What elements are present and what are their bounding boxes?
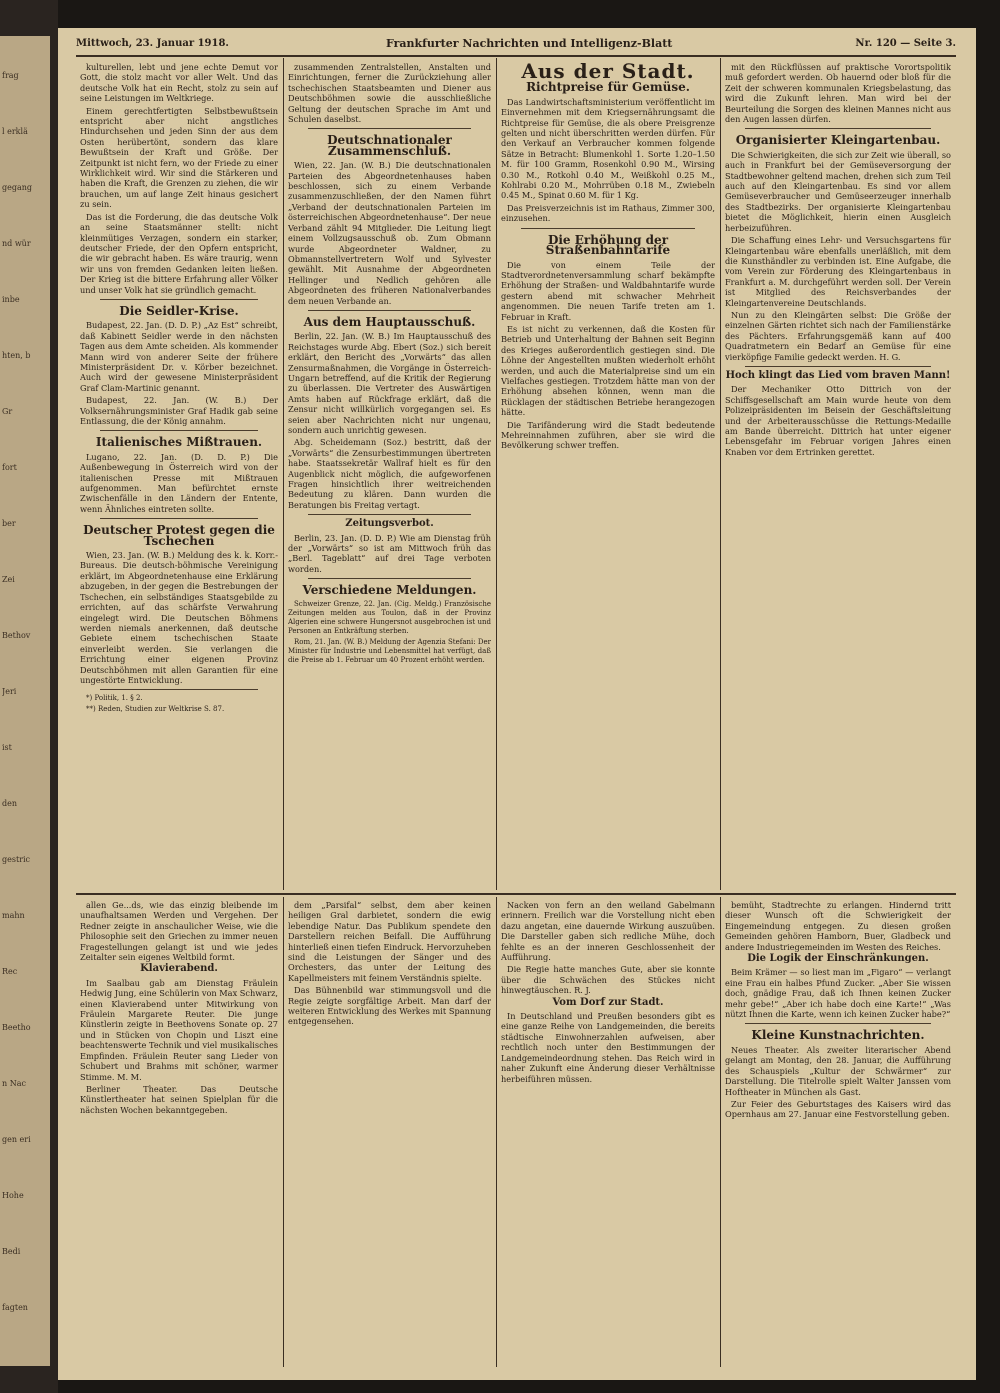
- paragraph: dem „Parsifal“ selbst, dem aber keinen heiligen Gral darbietet, sondern die ewig lebendige Natur. Das Publikum spendete den Darstellern reichen Beifall. Die Aufführung hinterließ einen tiefen Eindruck. Hervorzuheben sind die Leistungen der Sänger und des Orchesters, das unter der Leitung des Kapellmeisters mit feinem Verständnis spielte.: [288, 900, 491, 983]
- article-braver-mann: [725, 384, 951, 457]
- headline-deutschnational: Deutschnationaler Zusammenschluß.: [327, 133, 452, 158]
- paragraph: Das Bühnenbild war stimmungsvoll und die Regie zeigte sorgfältige Arbeit. Man darf der weiteren Entwicklung des Werkes mit Spannung entgegensehen.: [288, 985, 491, 1027]
- column-3: [501, 62, 715, 890]
- margin-fragment: gegang: [2, 183, 33, 192]
- margin-fragment: den: [2, 799, 18, 808]
- margin-fragment: Gr: [2, 407, 13, 416]
- col2-intro: [288, 62, 491, 124]
- headline-logik: Die Logik der Einschränkungen.: [747, 953, 929, 965]
- header-rule: [76, 55, 956, 57]
- feuilleton-column-3: [501, 900, 715, 1365]
- section-title-stadt: Aus der Stadt.: [521, 62, 695, 83]
- paragraph: In Deutschland und Preußen besonders gibt es eine ganze Reihe von Landgemeinden, die bereits städtische Einwohnerzahlen aufweisen, aber rechtlich noch unter den Bestimmungen der Landgemeindeordnung stehen. Das Reich wird in naher Zukunft eine Änderung dieser Verhältnisse herbeiführen müssen.: [501, 1011, 715, 1084]
- margin-fragment: Bethov: [2, 631, 31, 640]
- page-header: [76, 36, 956, 54]
- margin-fragment: Beetho: [2, 1023, 31, 1032]
- paragraph: bemüht, Stadtrechte zu erlangen. Hindernd tritt dieser Wunsch oft die Schwierigkeit der Eingemeindung entgegen. Zu diesen großen Gemeinden gehören Hamborn, Buer, Gladbeck und andere Industriegemeinden im Westen des Reiches.: [725, 900, 951, 952]
- margin-fragment: l erklä: [2, 127, 28, 136]
- paragraph: Das Landwirtschaftsministerium veröffentlicht im Einvernehmen mit dem Kriegsernährungsamt die Richtpreise für Gemüse, die als obere Preisgrenze gelten und nicht überschritten werden dürfen. Für den Verkauf an Verbraucher kommen folgende Sätze in Betracht: Blumenkohl 1. Sorte 1.20–1.50 M. für 100 Gramm, Rosenkohl 0.90 M., Wirsing 0.30 M., Rotkohl 0.40 M., Weißkohl 0.25 M., Kohlrabi 0.20 M., Mohrrüben 0.18 M., Zwiebeln 0.45 M., Spinat 0.60 M. für 1 Kg.: [501, 96, 715, 201]
- column-divider: [283, 58, 284, 890]
- headline-kleingarten: Organisierter Kleingartenbau.: [735, 133, 941, 148]
- margin-fragment: Rec: [2, 967, 18, 976]
- headline-meldungen: Verschiedene Meldungen.: [302, 583, 477, 598]
- margin-fragment: fort: [2, 463, 17, 472]
- feuilleton-1-text: [80, 900, 278, 962]
- column-divider: [496, 897, 497, 1367]
- headline-zeitungsverbot: Zeitungsverbot.: [345, 518, 434, 530]
- margin-fragment: Jeri: [2, 687, 17, 696]
- paragraph: Budapest, 22. Jan. (W. B.) Der Volksernährungsminister Graf Hadik gab seine Entlassung, die der König annahm.: [80, 395, 278, 426]
- article-italien: [80, 452, 278, 514]
- margin-fragment: inbe: [2, 295, 20, 304]
- margin-fragment: gestric: [2, 855, 31, 864]
- margin-fragment: Hohe: [2, 1191, 24, 1200]
- footnotes: [80, 694, 278, 714]
- headline-klavierabend: Klavierabend.: [140, 963, 218, 975]
- margin-fragment: nd wür: [2, 239, 31, 248]
- headline-braver-mann: Hoch klingt das Lied vom braven Mann!: [725, 369, 951, 381]
- article-hauptausschuss: [288, 331, 491, 510]
- section-rule: [76, 893, 956, 895]
- issue-date: Mittwoch, 23. Januar 1918.: [76, 38, 229, 49]
- paragraph: Im Saalbau gab am Dienstag Fräulein Hedwig Jung, eine Schülerin von Max Schwarz, einen Klavierabend unter Mitwirkung von Fräulein Margarete Reuter. Die junge Künstlerin zeigte in Beethovens Sonate op. 27 und in Stücken von Chopin und Liszt eine beachtenswerte Technik und viel musikalisches Empfinden. Fräulein Reuter sang Lieder von Schubert und Brahms mit schöner, warmer Stimme. M. M.: [80, 977, 278, 1082]
- margin-fragment: ist: [2, 743, 12, 752]
- margin-fragment: n Nac: [2, 1079, 26, 1088]
- paragraph: allen Ge...ds, wie das einzig bleibende im unaufhaltsamen Werden und Vergehen. Der Redner zeigte in anschaulicher Weise, wie die Philosophie seit den Griechen zu immer neuen Fragestellungen gelangt ist und wie jedes Zeitalter sein eigenes Weltbild formt.: [80, 900, 278, 963]
- col4-intro: [725, 62, 951, 124]
- headline-hauptausschuss: Aus dem Hauptausschuß.: [303, 314, 476, 329]
- paragraph: Die von einem Teile der Stadtverordnetenversammlung scharf bekämpfte Erhöhung der Straßen- und Waldbahntarife wurde gestern abend mit schwacher Mehrheit angenommen. Die neuen Tarife treten am 1. Februar in Kraft.: [501, 259, 715, 322]
- paragraph: zusammenden Zentralstellen, Anstalten und Einrichtungen, ferner die Zurückziehung aller tschechischen Staatsbeamten und Diener aus Deutschböhmen sowie die ausschließliche Geltung der deutschen Sprache im Amt und Schulen daselbst.: [288, 62, 491, 125]
- paragraph: Es ist nicht zu verkennen, daß die Kosten für Betrieb und Unterhaltung der Bahnen seit Beginn des Krieges außerordentlich gestiegen sind. Die Löhne der Angestellten mußten wiederholt erhöht werden, und auch die Materialpreise sind um ein Vielfaches gestiegen. Trotzdem hätte man von der Erhöhung absehen können, wenn man die Rücklagen der städtischen Betriebe herangezogen hätte.: [501, 323, 715, 418]
- column-divider: [720, 897, 721, 1367]
- paragraph: Das ist die Forderung, die das deutsche Volk an seine Staatsmänner stellt: nicht kleinmütiges Verzagen, sondern ein starker, deutscher Friede, der den Opfern entspricht, die wir gebracht haben. Es wäre traurig, wenn wir uns von fremden Gedanken leiten ließen. Der Krieg ist die bittere Erfahrung aller Völker und unser Volk hat sie gründlich gemacht.: [80, 211, 278, 295]
- column-2: [288, 62, 491, 890]
- headline-italien: Italienisches Mißtrauen.: [95, 435, 263, 450]
- paragraph: Das Preisverzeichnis ist im Rathaus, Zimmer 300, einzusehen.: [501, 202, 715, 224]
- paragraph: Neues Theater. Als zweiter literarischer Abend gelangt am Montag, den 28. Januar, die Aufführung des Schauspiels „Kultur der Schwärmer“ zur Darstellung. Die Titelrolle spielt Walter Janssen vom Hoftheater in München als Gast.: [725, 1044, 951, 1097]
- paragraph: Budapest, 22. Jan. (D. D. P.) „Az Est“ schreibt, daß Kabinett Seidler werde in den nächsten Tagen aus dem Amte scheiden. Als kommender Mann wird von anderer Seite der frühere Ministerpräsident Dr. v. Körber bezeichnet. Auch wird der gewesene Ministerpräsident Graf Clam-Martinic genannt.: [80, 320, 278, 393]
- paragraph: Rom, 21. Jan. (W. B.) Meldung der Agenzia Stefani: Der Minister für Industrie und Lebensmittel hat verfügt, daß die Preise ab 1. Februar um 40 Prozent erhöht werden.: [288, 637, 491, 664]
- column-divider: [283, 897, 284, 1367]
- paragraph: Nun zu den Kleingärten selbst: Die Größe der einzelnen Gärten richtet sich nach der Familienstärke des Pächters. Erfahrungsgemäß kann auf 400 Quadratmetern ein Bedarf an Gemüse für eine vierköpfige Familie gedeckt werden. H. G.: [725, 309, 951, 362]
- paragraph: Schweizer Grenze, 22. Jan. (Cig. Meldg.) Französische Zeitungen melden aus Toulon, daß in der Provinz Algerien eine schwere Hungersnot ausgebrochen ist und Personen an Entkräftung sterben.: [288, 599, 491, 635]
- column-divider: [496, 58, 497, 890]
- page-number: Nr. 120 — Seite 3.: [855, 38, 956, 49]
- footnote: *) Politik, 1. § 2.: [86, 694, 143, 703]
- paragraph: Die Tarifänderung wird die Stadt bedeutende Mehreinnahmen zuführen, aber sie wird die Bevölkerung schwer treffen.: [501, 419, 715, 451]
- paragraph: Die Schaffung eines Lehr- und Versuchsgartens für Kleingartenbau wäre ebenfalls unerläßlich, mit dem die Kunsthändler zu verbinden ist. Eine Aufgabe, die vom Verein zur Förderung des Kleingartenbaus in Frankfurt a. M. durchgeführt werden soll. Der Verein ist Mitglied des Reichsverbandes der Kleingartenvereine Deutschlands.: [725, 235, 951, 308]
- paragraph: Abg. Scheidemann (Soz.) bestritt, daß der „Vorwärts“ die Zensurbestimmungen übertreten habe. Staatssekretär Wallraf hielt es für den Augenblick nicht möglich, die aufgeworfenen Fragen hinsichtlich ihrer weitreichenden Bedeutung zu klären. Dann wurden die Beratungen bis Freitag vertagt.: [288, 437, 491, 510]
- paragraph: Berlin, 23. Jan. (D. D. P.) Wie am Dienstag früh der „Vorwärts“ so ist am Mittwoch früh das „Berl. Tageblatt“ auf drei Tage verboten worden.: [288, 532, 491, 574]
- feuilleton-2-text: [288, 900, 491, 1027]
- paragraph: Berliner Theater. Das Deutsche Künstlertheater hat seinen Spielplan für die nächsten Wochen bekanntgegeben.: [80, 1083, 278, 1115]
- margin-fragment: mahn: [2, 911, 25, 920]
- paragraph: mit den Rückflüssen auf praktische Vorortspolitik muß gefordert werden. Ob hauernd oder bloß für die Zeit der schweren kommunalen Kriegsbelastung, das wird die Zukunft lehren. Man wird bei der Beurteilung die Sorgen des kleinen Mannes nicht aus den Augen lassen dürfen.: [725, 62, 951, 125]
- article-logik: [725, 967, 951, 1019]
- paragraph: Wien, 22. Jan. (W. B.) Die deutschnationalen Parteien des Abgeordnetenhauses haben beschlossen, sich zu einem Verbande zusammenzuschließen, der den Namen führt „Verband der deutschnationalen Parteien im österreichischen Abgeordnetenhause“. Der neue Verband zählt 94 Mitglieder. Die Leitung liegt einem Vollzugsausschuß ob. Zum Obmann wurde Abgeordneter Waldner, zu Obmannstellvertretern Wolf und Sylvester gewählt. Mit Ausnahme der Abgeordneten Hellinger und Nedlich gehören alle Abgeordneten des früheren Nationalverbandes dem neuen Verbande an.: [288, 160, 491, 306]
- margin-fragment: gen eri: [2, 1135, 31, 1144]
- margin-fragment: frag: [2, 71, 19, 80]
- paragraph: Zur Feier des Geburtstages des Kaisers wird das Opernhaus am 27. Januar eine Festvorstellung geben.: [725, 1098, 951, 1120]
- margin-fragment: hten, b: [2, 351, 31, 360]
- headline-strassenbahn: Die Erhöhung der Straßenbahntarife: [545, 232, 671, 258]
- column-divider: [720, 58, 721, 890]
- margin-fragment: Zei: [2, 575, 15, 584]
- headline-richtpreise: Richtpreise für Gemüse.: [526, 80, 690, 95]
- column-1: [80, 62, 278, 890]
- paragraph: Wien, 23. Jan. (W. B.) Meldung des k. k. Korr.-Bureaus. Die deutsch-böhmische Vereinigung erklärt, im Abgeordnetenhause eine Erklärung abzugeben, in der gegen die Bestrebungen der Tschechen, ein selbständiges Staatsgebilde zu errichten, auf das schärfste Verwahrung eingelegt wird. Die Deutschen Böhmens werden niemals anerkennen, daß deutsche Gebiete einem tschechischen Staate einverleibt werden. Sie verlangen die Errichtung einer eigenen Provinz Deutschböhmen mit allen Garantien für eine ungestörte Entwicklung.: [80, 550, 278, 685]
- feuilleton-4-text: [725, 900, 951, 952]
- paragraph: Beim Krämer — so liest man im „Figaro“ — verlangt eine Frau ein halbes Pfund Zucker. „Aber Sie wissen doch, gnädige Frau, daß ich Ihnen keinen Zucker mehr gebe!“ „Aber ich habe doch eine Karte!“ „Was nützt Ihnen die Karte, wenn ich keinen Zucker habe?“: [725, 967, 951, 1020]
- headline-seidler: Die Seidler-Krise.: [119, 303, 239, 318]
- paragraph: Die Schwierigkeiten, die sich zur Zeit wie überall, so auch in Frankfurt bei der Gemüseversorgung der Stadtbewohner geltend machen, drehen sich zum Teil auch auf den Kleingartenbau. Es sind vor allem Gemüseverbraucher und Gemüseerzeuger innerhalb des Stadtbezirks. Der organisierte Kleingartenbau bietet die Möglichkeit, hierin einen Ausgleich herbeizuführen.: [725, 149, 951, 233]
- paragraph: Der Mechaniker Otto Dittrich von der Schiffsgesellschaft am Main wurde heute von dem Polizeipräsidenten im Beisein der Geschäftsleitung und der Arbeiterausschüsse die Rettungs-Medaille am Bande überreicht. Dittrich hat unter eigener Lebensgefahr im Februar vorigen Jahres einen Knaben vor dem Ertrinken gerettet.: [725, 384, 951, 457]
- article-dorf-stadt: [501, 1011, 715, 1084]
- previous-page-edge: [0, 36, 50, 1366]
- footnote: **) Reden, Studien zur Weltkrise S. 87.: [86, 705, 225, 714]
- paragraph: Lugano, 22. Jan. (D. D. P.) Die Außenbewegung in Österreich wird von der italienischen Presse mit Mißtrauen aufgenommen. Man befürchtet ernste Zwischenfälle in den Ländern der Entente, wenn Ähnliches eintreten sollte.: [80, 451, 278, 514]
- article-kleingarten: [725, 150, 951, 362]
- headline-dorf-stadt: Vom Dorf zur Stadt.: [552, 996, 664, 1008]
- masthead: Frankfurter Nachrichten und Intelligenz-Blatt: [386, 37, 673, 50]
- column-4: [725, 62, 951, 890]
- article-strassenbahn: [501, 260, 715, 451]
- feuilleton-column-2: [288, 900, 491, 1365]
- margin-fragment: Bedi: [2, 1247, 21, 1256]
- margin-fragment: fagten: [2, 1303, 28, 1312]
- article-klavierabend: [80, 978, 278, 1115]
- article-meldungen: [288, 600, 491, 665]
- paragraph: Die Regie hatte manches Gute, aber sie konnte über die Schwächen des Stückes nicht hinwegtäuschen. R. J.: [501, 964, 715, 996]
- col1-intro: [80, 62, 278, 295]
- paragraph: kulturellen, lebt und jene echte Demut vor Gott, die stolz macht vor aller Welt. Und das deutsche Volk hat ein Recht, stolz zu sein auf seine Leistungen im Weltkriege.: [80, 62, 278, 104]
- article-seidler: [80, 320, 278, 426]
- feuilleton-3-text: [501, 900, 715, 996]
- headline-kunstnachrichten: Kleine Kunstnachrichten.: [751, 1028, 925, 1043]
- feuilleton-column-1: [80, 900, 278, 1365]
- article-richtpreise: [501, 97, 715, 224]
- feuilleton-column-4: [725, 900, 951, 1365]
- margin-fragment: ber: [2, 519, 16, 528]
- headline-protest: Deutscher Protest gegen die Tschechen: [83, 523, 275, 548]
- article-kunstnachrichten: [725, 1045, 951, 1120]
- article-zeitungsverbot: [288, 533, 491, 575]
- paragraph: Einem gerechtfertigten Selbstbewußtsein entspricht aber nicht angstliches Hindurchsehen und jeden Sinn der aus dem Osten herübertönt, sondern das klare Bewußtsein der Kraft und Größe. Der Zeitpunkt ist nicht fern, wo der Friede zu einer Wirklichkeit wird. Wir sind die Stärkeren und haben die Kraft, die Grenzen zu ziehen, die wir brauchen, um auf lange Zeit hinaus gesichert zu sein.: [80, 105, 278, 210]
- paragraph: Nacken von fern an den weiland Gabelmann erinnern. Freilich war die Vorstellung nicht eben dazu angetan, eine dauernde Wirkung auszuüben. Die Darsteller gaben sich redliche Mühe, doch fehlte es an der inneren Geschlossenheit der Aufführung.: [501, 900, 715, 963]
- article-protest: [80, 550, 278, 685]
- article-deutschnational: [288, 160, 491, 306]
- paragraph: Berlin, 22. Jan. (W. B.) Im Hauptausschuß des Reichstages wurde Abg. Ebert (Soz.) sich bereit erklärt, den Bericht des „Vorwärts“ das allen Zensurmaßnahmen, die Vorgänge in Österreich-Ungarn betreffend, auf die Kritik der Regierung zu überlassen. Die Vertreter des Auswärtigen Amts haben auf Rückfrage erklärt, daß die Zensur nicht willkürlich vorgegangen sei. Es seien aber Nachrichten nicht nur ungenau, sondern auch unrichtig gewesen.: [288, 331, 491, 435]
